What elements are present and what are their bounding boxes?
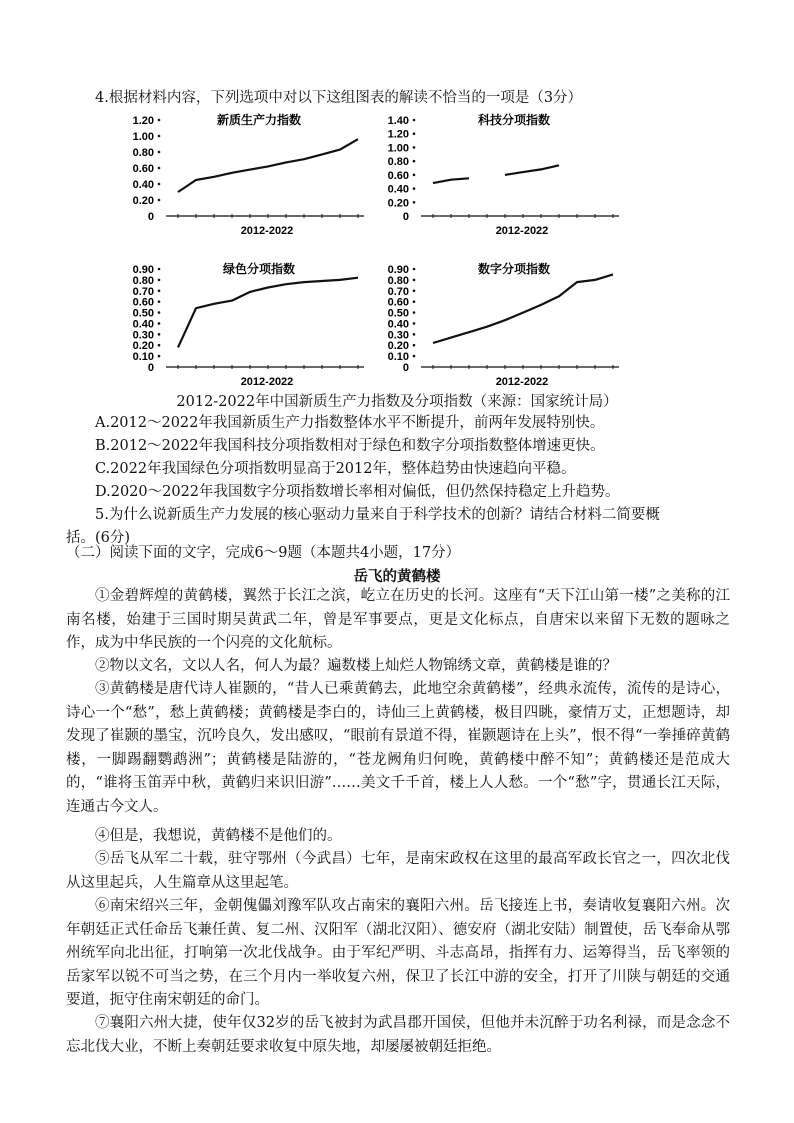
y-tick-label: 1.40 [387,115,409,127]
y-tick-dot [158,268,161,271]
y-tick-dot [413,355,416,358]
chart-productivity-index [130,108,370,238]
y-tick-dot [413,187,416,190]
y-tick-dot [158,279,161,282]
y-tick-dot [158,322,161,325]
paragraph-5: ⑤岳飞从军二十载，驻守鄂州（今武昌）七年，是南宋政权在这里的最高军政长官之一，四次北伐从这里起兵，人生篇章从这里起笔。 [66,851,730,891]
y-tick-dot [413,201,416,204]
y-tick-dot [413,344,416,347]
paragraph-1: ①金碧辉煌的黄鹤楼，翼然于长江之滨，屹立在历史的长河。这座有“天下江山第一楼”之美称的江南名楼，始建于三国时期吴黄武二年，曾是军事要点，更是文化标点，自唐宋以来留下无数的题咏之作，成为中华民族的一个闪亮的文化航标。 [66,588,730,651]
chart-digital-index [385,257,625,389]
y-tick-label: 0.30 [387,329,409,342]
y-tick-label: 0.60 [387,296,409,309]
question-4: 4.根据材料内容，下列选项中对以下这组图表的解读不恰当的一项是（3分） [95,90,583,106]
y-tick-label: 0.60 [132,163,154,175]
chart-green-svg [130,257,370,389]
y-tick-label: 0.40 [387,318,409,331]
series-line [433,274,613,343]
y-tick-label: 0.40 [132,318,154,331]
y-tick-dot [413,160,416,163]
section-2-heading: （二）阅读下面的文字，完成6～9题（本题共4小题，17分） [66,545,461,561]
y-tick-dot [158,311,161,314]
y-tick-label: 0.40 [132,179,154,191]
y-tick-dot [158,333,161,336]
question-5-line1: 5.为什么说新质生产力发展的核心驱动力量来自于科学技术的创新？请结合材料二简要概 [95,507,660,523]
y-tick-label: 0 [147,362,154,374]
article-title: 岳飞的黄鹤楼 [353,568,441,585]
y-tick-dot [158,289,161,292]
chart-productivity-svg [130,108,370,238]
option-d: D.2020～2022年我国数字分项指数增长率相对偏低，但仍然保持稳定上升趋势。 [95,484,620,500]
y-tick-label: 0.60 [132,296,154,309]
y-tick-label: 0.60 [387,169,409,182]
x-axis-label: 2012-2022 [495,376,549,388]
y-tick-dot [158,355,161,358]
chart-digital-svg [385,257,625,389]
option-b: B.2012～2022年我国科技分项指数相对于绿色和数字分项指数整体增速更快。 [95,438,605,454]
y-tick-label: 0.10 [132,351,154,364]
y-tick-dot [413,146,416,149]
y-tick-label: 0 [402,211,409,223]
chart-tech-svg [385,108,625,238]
y-tick-label: 0.80 [387,274,409,287]
y-tick-label: 0.20 [132,340,154,353]
paragraph-7: ⑦襄阳六州大捷，使年仅32岁的岳飞被封为武昌郡开国侯，但他并未沉醉于功名利禄，而是念念不忘北伐大业，不断上奏朝廷要求收复中原失地，却屡屡被朝廷拒绝。 [66,1015,730,1055]
y-tick-label: 0.50 [387,307,409,320]
chart-title: 数字分项指数 [477,262,551,276]
y-tick-dot [158,344,161,347]
y-tick-label: 1.00 [132,131,154,143]
x-axis-label: 2012-2022 [240,225,294,237]
y-tick-label: 1.20 [387,128,409,141]
chart-title: 科技分项指数 [477,113,551,127]
chart-green-index [130,257,370,389]
chart-title: 新质生产力指数 [216,113,302,127]
y-tick-dot [413,300,416,303]
paragraph-3: ③黄鹤楼是唐代诗人崔颢的，“昔人已乘黄鹤去，此地空余黄鹤楼”，经典永流传，流传的是诗心，诗心一个“愁”，愁上黄鹤楼；黄鹤楼是李白的，诗仙三上黄鹤楼，极目四眺，豪情万丈，正想题诗，却发现了崔颢的墨宝，沉吟良久，发出感叹，“眼前有景道不得，崔颢题诗在上头”，恨不得“一拳捶碎黄鹤楼，一脚踢翻鹦鹉洲”；黄鹤楼是陆游的，“苍龙阙角归何晚，黄鹤楼中醉不知”；黄鹤楼还是范成大的，“谁将玉笛弄中秋，黄鹤归来识旧游”……美文千千首，楼上人人愁。一个“愁”字，贯通长江天际，连通古今文人。 [66,681,730,815]
y-tick-label: 0.80 [132,274,154,287]
y-tick-dot [413,322,416,325]
y-tick-label: 1.00 [387,142,409,155]
series-line [433,178,469,183]
paragraph-2: ②物以文名，文以人名，何人为最？遍数楼上灿烂人物锦绣文章，黄鹤楼是谁的？ [95,658,617,674]
y-tick-label: 0.90 [387,264,409,276]
y-tick-label: 0.30 [132,329,154,342]
y-tick-dot [413,268,416,271]
y-tick-label: 0.20 [387,340,409,353]
series-line [178,139,358,192]
y-tick-label: 0.70 [387,285,409,298]
series-line [505,165,559,175]
chart-caption: 2012-2022年中国新质生产力指数及分项指数（来源：国家统计局） [176,394,618,410]
y-tick-dot [158,135,161,138]
y-tick-dot [413,289,416,292]
y-tick-dot [413,132,416,135]
y-tick-dot [158,151,161,154]
y-tick-label: 0.40 [387,183,409,196]
y-tick-dot [413,311,416,314]
y-tick-dot [158,183,161,186]
y-tick-label: 0.10 [387,351,409,364]
y-tick-dot [158,300,161,303]
y-tick-label: 0 [147,211,154,223]
y-tick-dot [413,333,416,336]
y-tick-dot [158,199,161,202]
y-tick-label: 0.80 [132,147,154,159]
y-tick-dot [413,119,416,122]
paragraph-6: ⑥南宋绍兴三年，金朝傀儡刘豫军队攻占南宋的襄阳六州。岳飞接连上书，奏请收复襄阳六州。次年朝廷正式任命岳飞兼任黄、复二州、汉阳军（湖北汉阳）、德安府（湖北安陆）制置使，岳飞奉命从鄂州统军向北出征，打响第一次北伐战争。由于军纪严明、斗志高昂，指挥有力、运筹得当，岳飞率领的岳家军以锐不可当之势，在三个月内一举收复六州，保卫了长江中游的安全，打开了川陕与朝廷的交通要道，扼守住南宋朝廷的命门。 [66,898,730,1008]
y-tick-label: 0.70 [132,285,154,298]
y-tick-label: 0.20 [132,195,154,207]
y-tick-dot [158,167,161,170]
y-tick-label: 0.20 [387,197,409,210]
y-tick-label: 0.80 [387,156,409,169]
y-tick-label: 0.50 [132,307,154,320]
y-tick-label: 1.20 [132,115,154,127]
x-axis-label: 2012-2022 [495,225,549,237]
y-tick-dot [158,119,161,122]
paragraph-4: ④但是，我想说，黄鹤楼不是他们的。 [95,828,342,844]
y-tick-label: 0 [402,362,409,374]
series-line [178,278,358,348]
option-a: A.2012～2022年我国新质生产力指数整体水平不断提升，前两年发展特别快。 [95,415,605,431]
option-c: C.2022年我国绿色分项指数明显高于2012年，整体趋势由快速趋向平稳。 [95,461,576,477]
x-axis-label: 2012-2022 [240,376,294,388]
y-tick-dot [413,279,416,282]
y-tick-dot [413,174,416,177]
question-5-line2: 括。(6分) [66,530,131,546]
chart-title: 绿色分项指数 [222,262,296,276]
y-tick-label: 0.90 [132,264,154,276]
chart-tech-index [385,108,625,238]
